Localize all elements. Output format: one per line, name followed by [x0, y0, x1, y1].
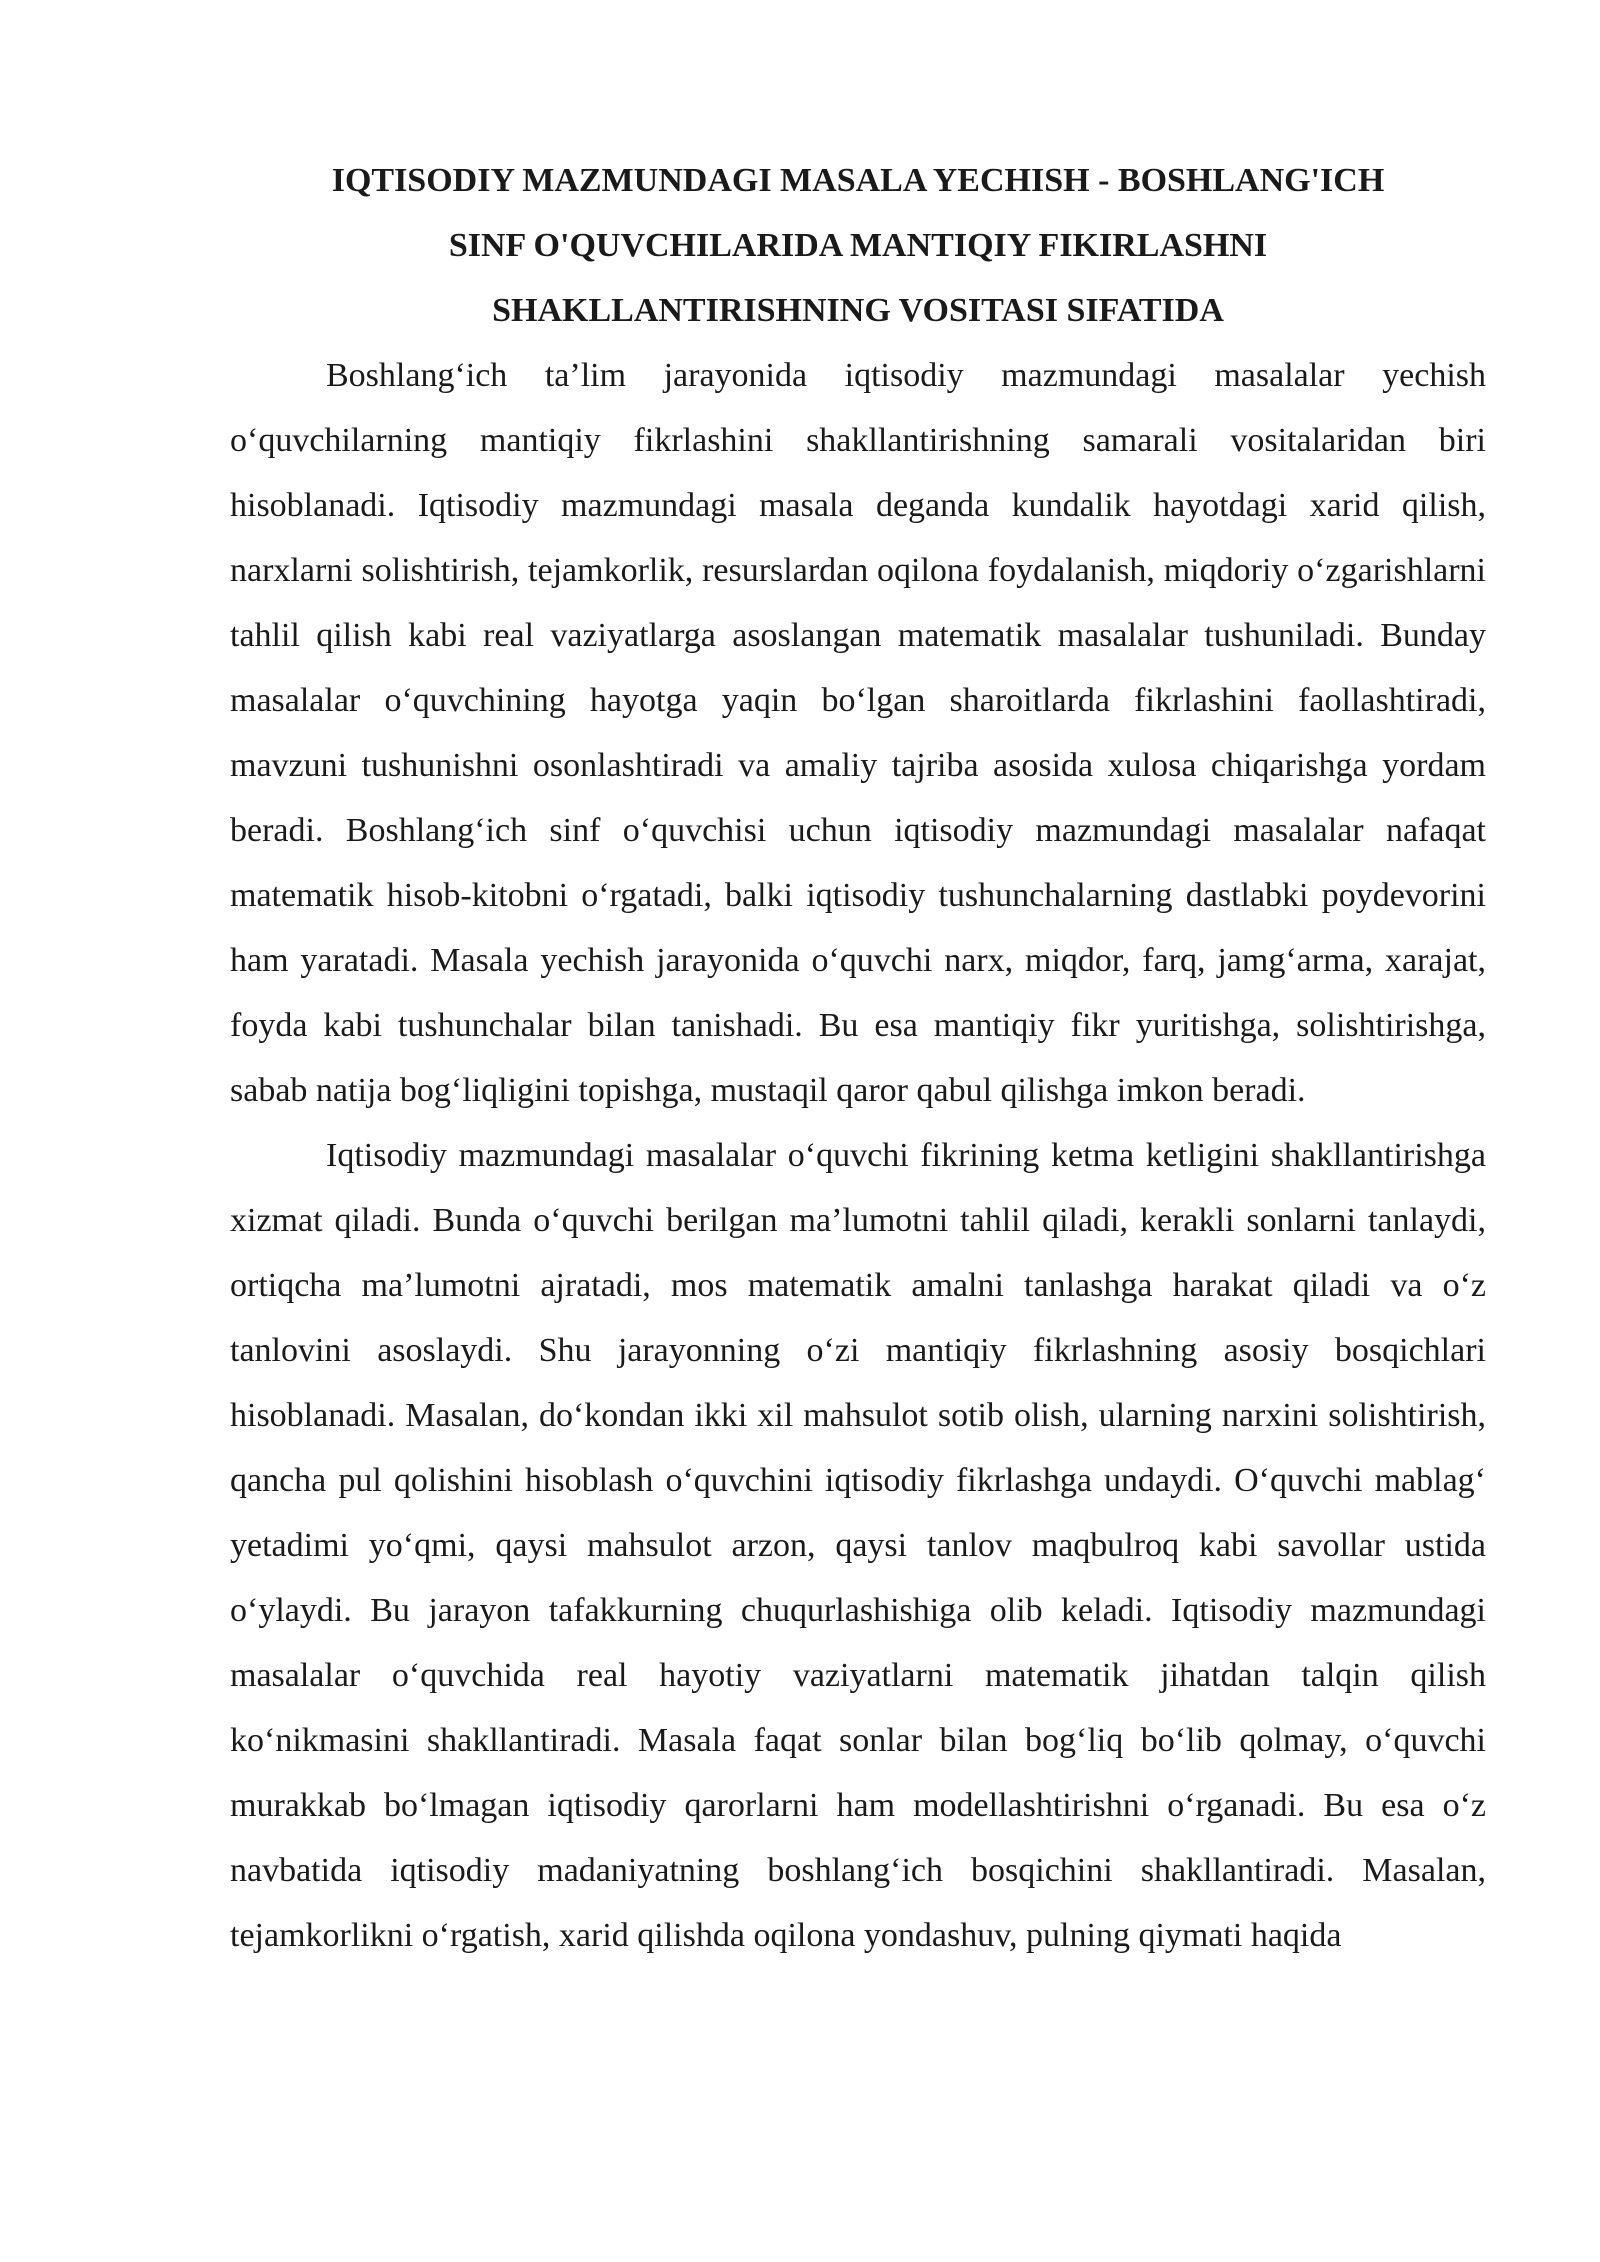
title-line-3: SHAKLLANTIRISHNING VOSITASI SIFATIDA — [492, 292, 1224, 329]
title-line-1: IQTISODIY MAZMUNDAGI MASALA YECHISH - BOSHLANG'ICH — [331, 162, 1385, 199]
document-page — [230, 148, 1486, 1968]
paragraph-1: Boshlang‘ich ta’lim jarayonida iqtisodiy mazmundagi masalalar yechish o‘quvchilarning mantiqiy fikrlashini shakllantirishning samarali vositalaridan biri hisoblanadi. Iqtisodiy mazmundagi masala deganda kundalik hayotdagi xarid qilish, narxlarni solishtirish, tejamkorlik, resurslardan oqilona foydalanish, miqdoriy o‘zgarishlarni tahlil qilish kabi real vaziyatlarga asoslangan matematik masalalar tushuniladi. Bunday masalalar o‘quvchining hayotga yaqin bo‘lgan sharoitlarda fikrlashini faollashtiradi, mavzuni tushunishni osonlashtiradi va amaliy tajriba asosida xulosa chiqarishga yordam beradi. Boshlang‘ich sinf o‘quvchisi uchun iqtisodiy mazmundagi masalalar nafaqat matematik hisob-kitobni o‘rgatadi, balki iqtisodiy tushunchalarning dastlabki poydevorini ham yaratadi. Masala yechish jarayonida o‘quvchi narx, miqdor, farq, jamg‘arma, xarajat, foyda kabi tushunchalar bilan tanishadi. Bu esa mantiqiy fikr yuritishga, solishtirishga, sabab natija bog‘liqligini topishga, mustaqil qaror qabul qilishga imkon beradi. — [230, 357, 1486, 1109]
title-line-2: SINF O'QUVCHILARIDA MANTIQIY FIKIRLASHNI — [448, 227, 1268, 264]
document-title — [230, 148, 1486, 343]
paragraph-2: Iqtisodiy mazmundagi masalalar o‘quvchi fikrining ketma ketligini shakllantirishga xizmat qiladi. Bunda o‘quvchi berilgan ma’lumotni tahlil qiladi, kerakli sonlarni tanlaydi, ortiqcha ma’lumotni ajratadi, mos matematik amalni tanlashga harakat qiladi va o‘z tanlovini asoslaydi. Shu jarayonning o‘zi mantiqiy fikrlashning asosiy bosqichlari hisoblanadi. Masalan, do‘kondan ikki xil mahsulot sotib olish, ularning narxini solishtirish, qancha pul qolishini hisoblash o‘quvchini iqtisodiy fikrlashga undaydi. O‘quvchi mablag‘ yetadimi yo‘qmi, qaysi mahsulot arzon, qaysi tanlov maqbulroq kabi savollar ustida o‘ylaydi. Bu jarayon tafakkurning chuqurlashishiga olib keladi. Iqtisodiy mazmundagi masalalar o‘quvchida real hayotiy vaziyatlarni matematik jihatdan talqin qilish ko‘nikmasini shakllantiradi. Masala faqat sonlar bilan bog‘liq bo‘lib qolmay, o‘quvchi murakkab bo‘lmagan iqtisodiy qarorlarni ham modellashtirishni o‘rganadi. Bu esa o‘z navbatida iqtisodiy madaniyatning boshlang‘ich bosqichini shakllantiradi. Masalan, tejamkorlikni o‘rgatish, xarid qilishda oqilona yondashuv, pulning qiymati haqida — [230, 1137, 1486, 1954]
